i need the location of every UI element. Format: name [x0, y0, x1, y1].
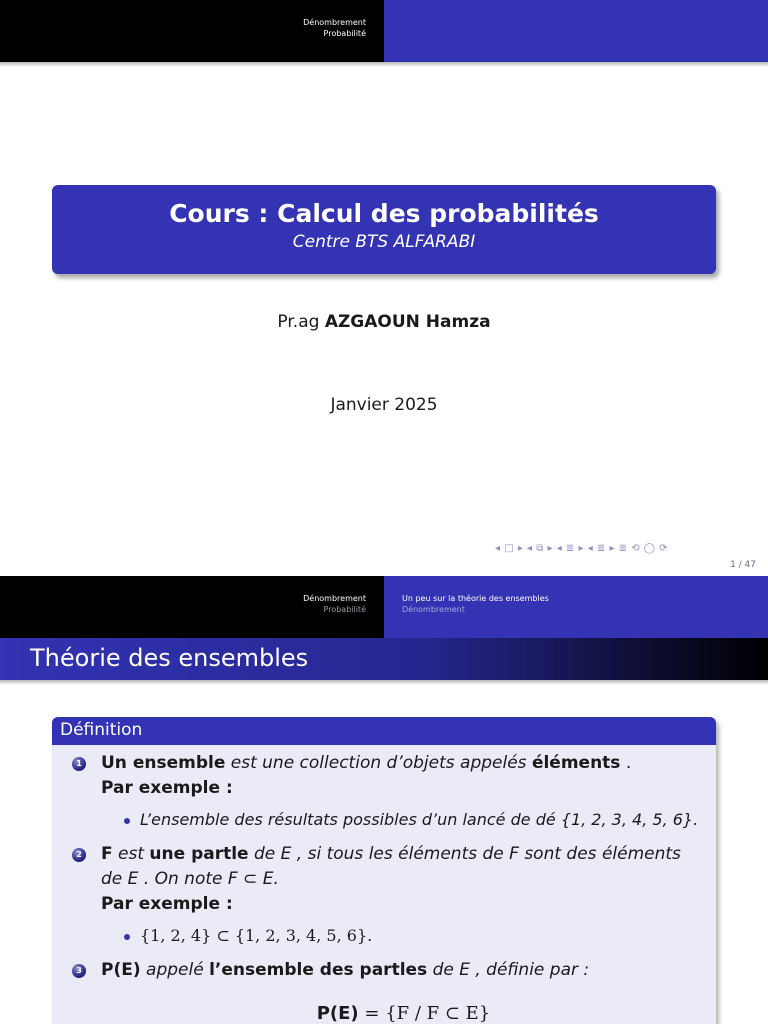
list-item [72, 958, 706, 1024]
example-item [124, 807, 706, 832]
list-item-text [101, 751, 706, 838]
frame-title: Théorie des ensembles [0, 638, 768, 680]
term: éléments [531, 753, 621, 773]
definition-text: est une collection d’objets appelés [225, 753, 532, 773]
term: l’ensemble des partles [209, 960, 428, 980]
definition-text: est [112, 844, 150, 864]
presentation-subtitle: Centre BTS ALFARABI [292, 232, 476, 252]
formula [101, 1001, 706, 1024]
presentation-date: Janvier 2025 [330, 395, 438, 415]
headline-section-probabilite[interactable]: Probabilité [323, 29, 366, 38]
formula-lhs: P(E) [316, 1003, 359, 1024]
headline-subsections [384, 576, 768, 638]
definition-text: appelé [140, 960, 210, 980]
term: F [101, 844, 113, 864]
presentation-title: Cours : Calcul des probabilités [169, 199, 599, 228]
headline-bar [0, 0, 768, 62]
example-label: Par exemple : [101, 778, 233, 798]
navigation-symbols[interactable]: ◂ □ ▸ ◂ ⧉ ▸ ◂ ≣ ▸ ◂ ≣ ▸ ≣ ⟲ ◯ ⟳ [495, 543, 669, 554]
author-prefix: Pr.ag [277, 312, 320, 332]
title-block [52, 185, 716, 274]
headline-section-denombrement[interactable]: Dénombrement [303, 18, 366, 27]
headline-subsections [384, 0, 768, 62]
content-slide [0, 576, 768, 1024]
definition-text: de E , si tous les éléments de F sont des éléments de E . On note F ⊂ E. [101, 844, 681, 889]
definition-block [52, 717, 716, 1024]
definition-block-body [52, 745, 716, 1024]
example-text: L’ensemble des résultats possibles d’un lancé de dé {1, 2, 3, 4, 5, 6}. [140, 810, 699, 829]
term: P(E) [101, 960, 141, 980]
term: Un ensemble [101, 753, 226, 773]
headline-section-denombrement[interactable]: Dénombrement [303, 594, 366, 603]
list-item [72, 842, 706, 954]
page-number: 1 / 47 [730, 560, 756, 570]
author-line [0, 312, 768, 332]
enum-ball-icon: 1 [72, 757, 86, 771]
headline-subsection-theorie[interactable]: Un peu sur la théorie des ensembles [402, 594, 549, 603]
headline-section-probabilite[interactable]: Probabilité [323, 605, 366, 614]
punctuation: . [620, 753, 632, 773]
definition-block-title: Définition [52, 717, 716, 745]
headline-subsection-denombrement[interactable]: Dénombrement [402, 605, 465, 614]
example-label: Par exemple : [101, 894, 233, 914]
definition-text: de E , définie par : [427, 960, 590, 980]
bullet-icon [124, 818, 130, 824]
author-name: AZGAOUN Hamza [324, 312, 491, 332]
enum-ball-icon: 2 [72, 848, 86, 862]
list-item-text [101, 842, 706, 954]
enum-ball-icon: 3 [72, 964, 86, 978]
term: une partle [149, 844, 249, 864]
formula-rhs: = {F / F ⊂ E} [358, 1003, 491, 1024]
example-item [124, 923, 706, 948]
bullet-icon [124, 934, 130, 940]
headline-bar [0, 576, 768, 638]
headline-sections [0, 0, 384, 62]
headline-sections [0, 576, 384, 638]
list-item-text [101, 958, 706, 1024]
example-text: {1, 2, 4} ⊂ {1, 2, 3, 4, 5, 6}. [140, 926, 373, 945]
list-item [72, 751, 706, 838]
